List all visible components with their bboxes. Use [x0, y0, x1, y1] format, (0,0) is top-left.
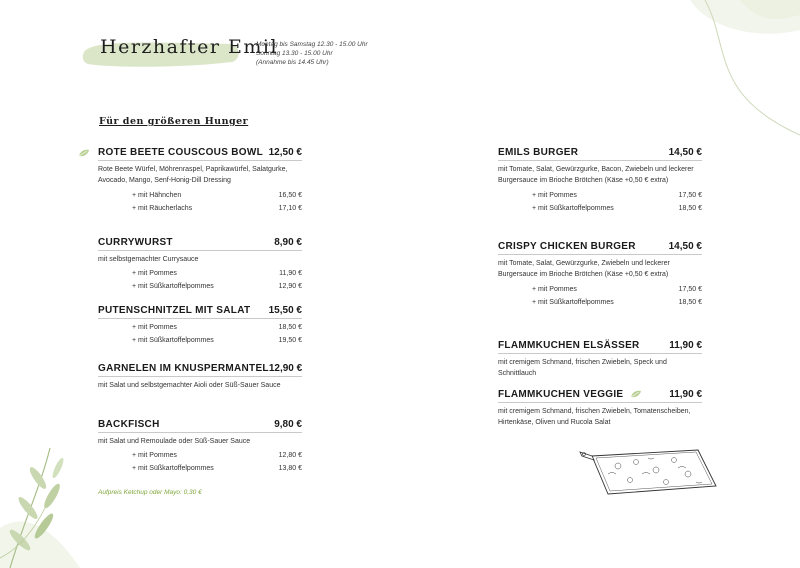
menu-item — [98, 147, 302, 215]
item-price: 8,90 € — [274, 237, 302, 248]
leaves-decoration — [0, 408, 110, 568]
page-title: Herzhafter Emil — [100, 36, 279, 58]
extra-name: + mit Süßkartoffelpommes — [132, 337, 214, 344]
item-price: 14,50 € — [668, 241, 702, 252]
leaf-icon — [630, 390, 642, 398]
item-description: Rote Beete Würfel, Möhrenraspel, Paprikawürfel, Salatgurke, Avocado, Mango, Senf-Honig-Dill Dressing — [98, 166, 288, 184]
item-name: PUTENSCHNITZEL MIT SALAT — [98, 305, 251, 316]
menu-item — [98, 363, 302, 392]
item-price: 11,90 € — [669, 340, 702, 351]
item-price: 11,90 € — [669, 389, 702, 400]
item-price: 14,50 € — [668, 147, 702, 158]
extra-name: + mit Pommes — [532, 286, 577, 293]
item-extra — [498, 189, 702, 202]
item-price: 9,80 € — [274, 419, 302, 430]
section-heading: Für den größeren Hunger — [99, 116, 249, 127]
menu-item — [98, 237, 302, 293]
item-extra — [498, 202, 702, 215]
extra-name: + mit Räucherlachs — [132, 205, 193, 212]
item-description: mit cremigem Schmand, frischen Zwiebeln, Tomatenscheiben, Hirtenkäse, Oliven und Rucola Salat — [498, 408, 691, 426]
extra-price: 12,80 € — [278, 451, 302, 459]
item-description: mit Tomate, Salat, Gewürzgurke, Bacon, Zwiebeln und leckerer Burgersauce im Brioche Brötchen (Käse +0,50 € extra) — [498, 166, 694, 184]
item-extra — [498, 296, 702, 309]
item-name: ROTE BEETE COUSCOUS BOWL — [98, 147, 263, 158]
extra-price: 17,10 € — [278, 205, 302, 212]
extra-name: + mit Süßkartoffelpommes — [132, 464, 214, 472]
extra-name: + mit Pommes — [132, 269, 177, 277]
menu-item — [98, 419, 302, 475]
item-name: CRISPY CHICKEN BURGER — [498, 241, 636, 252]
item-description: mit Salat und Remoulade oder Süß-Sauer Sauce — [98, 438, 251, 445]
item-name: GARNELEN IM KNUSPERMANTEL — [98, 363, 269, 374]
item-extra — [98, 334, 302, 347]
extra-price: 18,50 € — [678, 205, 702, 212]
extra-price: 18,50 € — [678, 299, 702, 306]
item-name: EMILS BURGER — [498, 147, 579, 158]
item-price: 12,50 € — [268, 147, 302, 158]
item-extra — [98, 449, 302, 462]
item-extra — [98, 280, 302, 293]
extra-name: + mit Hähnchen — [132, 192, 182, 199]
item-description: mit Salat und selbstgemachter Aioli oder Süß-Sauer Sauce — [98, 382, 281, 389]
item-name-text: FLAMMKUCHEN VEGGIE — [498, 389, 624, 400]
extra-name: + mit Pommes — [532, 192, 577, 199]
item-description: mit cremigem Schmand, frischen Zwiebeln, Speck und Schnittlauch — [498, 359, 667, 377]
opening-hours — [256, 40, 406, 67]
extra-name: + mit Süßkartoffelpommes — [132, 282, 214, 290]
extra-price: 12,90 € — [278, 282, 302, 290]
page-title-block — [82, 30, 279, 66]
item-extra — [98, 189, 302, 202]
extra-price: 19,50 € — [278, 337, 302, 344]
extra-price: 18,50 € — [278, 324, 302, 331]
extra-price: 11,90 € — [279, 269, 302, 277]
menu-item — [498, 389, 702, 428]
item-description: mit Tomate, Salat, Gewürzgurke, Zwiebeln und leckerer Burgersauce im Brioche Brötchen (Käse +0,50 € extra) — [498, 260, 670, 278]
hours-line: (Annahme bis 14.45 Uhr) — [256, 59, 329, 66]
menu-item — [498, 241, 702, 309]
item-name: BACKFISCH — [98, 419, 160, 430]
menu-item — [98, 305, 302, 347]
extra-price: 17,50 € — [678, 192, 702, 199]
corner-decoration — [650, 0, 800, 140]
item-price: 12,90 € — [268, 363, 303, 374]
leaf-icon — [78, 149, 90, 157]
item-extra — [98, 462, 302, 475]
hours-line: Montag bis Samstag 12.30 - 15.00 Uhr — [256, 41, 368, 48]
extra-price: 16,50 € — [278, 192, 302, 199]
extra-price: 13,80 € — [278, 464, 302, 472]
item-extra — [98, 202, 302, 215]
flammkuchen-board-illustration — [578, 446, 720, 496]
extra-price: 17,50 € — [678, 286, 702, 293]
extra-name: + mit Pommes — [132, 451, 177, 459]
item-name — [498, 389, 642, 400]
item-price: 15,50 € — [268, 305, 302, 316]
item-extra — [498, 283, 702, 296]
hours-line: Sonntag 13.30 - 15.00 Uhr — [256, 50, 333, 57]
item-name: CURRYWURST — [98, 237, 173, 248]
surcharge-note: Aufpreis Ketchup oder Mayo: 0,30 € — [98, 489, 202, 496]
item-name: FLAMMKUCHEN ELSÄSSER — [498, 340, 640, 351]
item-description: mit selbstgemachter Currysauce — [98, 256, 199, 263]
extra-name: + mit Süßkartoffelpommes — [532, 299, 614, 306]
menu-item — [498, 147, 702, 215]
extra-name: + mit Süßkartoffelpommes — [532, 205, 614, 212]
extra-name: + mit Pommes — [132, 324, 177, 331]
item-extra — [98, 321, 302, 334]
item-extra — [98, 267, 302, 280]
menu-item — [498, 340, 702, 379]
